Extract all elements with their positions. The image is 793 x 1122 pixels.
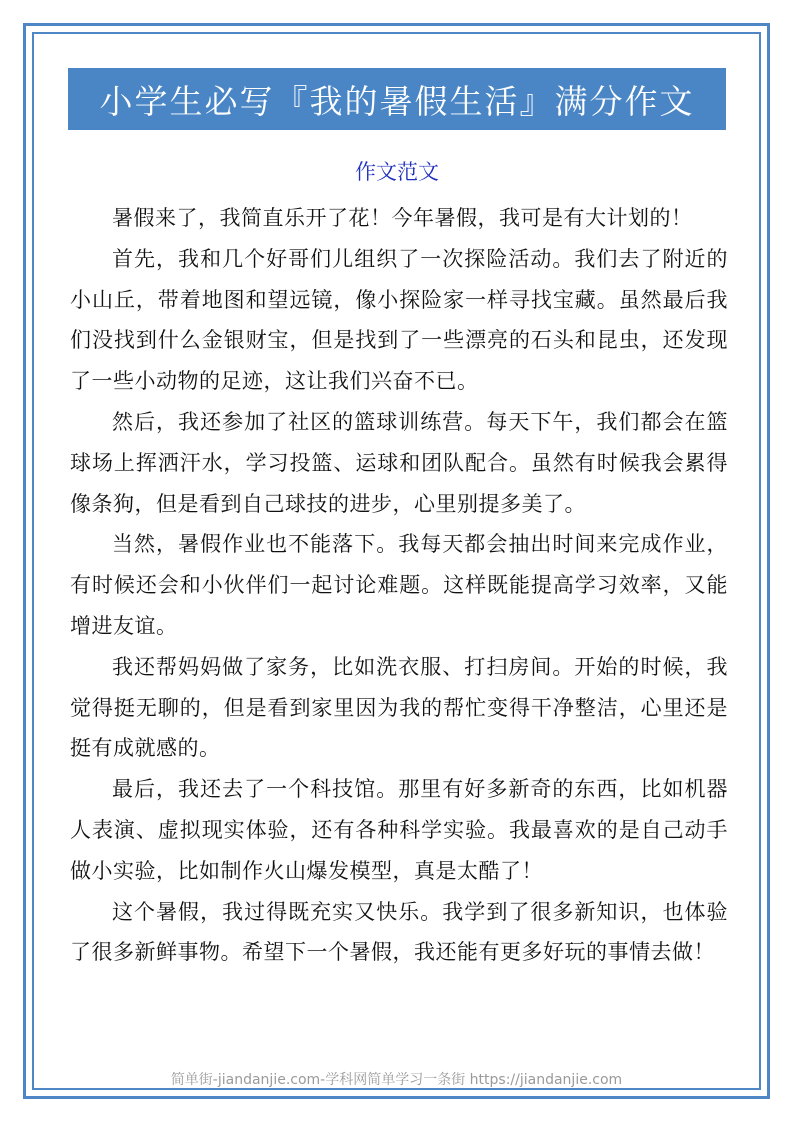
essay-paragraph: 然后，我还参加了社区的篮球训练营。每天下午，我们都会在篮球场上挥洒汗水，学习投篮、运球和团队配合。虽然有时候我会累得像条狗，但是看到自己球技的进步，心里别提多美了。	[70, 409, 728, 516]
essay-paragraph: 首先，我和几个好哥们儿组织了一次探险活动。我们去了附近的小山丘，带着地图和望远镜，像小探险家一样寻找宝藏。虽然最后我们没找到什么金银财宝，但是找到了一些漂亮的石头和昆虫，还发现了一些小动物的足迹，这让我们兴奋不已。	[70, 246, 728, 394]
essay-body	[70, 198, 728, 973]
essay-subtitle: 作文范文	[355, 160, 439, 184]
essay-paragraph: 最后，我还去了一个科技馆。那里有好多新奇的东西，比如机器人表演、虚拟现实体验，还有各种科学实验。我最喜欢的是自己动手做小实验，比如制作火山爆发模型，真是太酷了！	[70, 777, 728, 883]
essay-paragraph: 当然，暑假作业也不能落下。我每天都会抽出时间来完成作业，有时候还会和小伙伴们一起讨论难题。这样既能提高学习效率，又能增进友谊。	[70, 532, 728, 638]
title-banner	[68, 68, 726, 130]
page-title: 小学生必写『我的暑假生活』满分作文	[99, 81, 695, 121]
essay-paragraph: 这个暑假，我过得既充实又快乐。我学到了很多新知识，也体验了很多新鲜事物。希望下一个暑假，我还能有更多好玩的事情去做！	[70, 899, 728, 965]
essay-paragraph: 暑假来了，我简直乐开了花！今年暑假，我可是有大计划的！	[112, 206, 693, 230]
footer-watermark: 简单街-jiandanjie.com-学科网简单学习一条街 https://jiandanjie.com	[170, 1072, 623, 1088]
essay-paragraph: 我还帮妈妈做了家务，比如洗衣服、打扫房间。开始的时候，我觉得挺无聊的，但是看到家里因为我的帮忙变得干净整洁，心里还是挺有成就感的。	[70, 654, 728, 761]
